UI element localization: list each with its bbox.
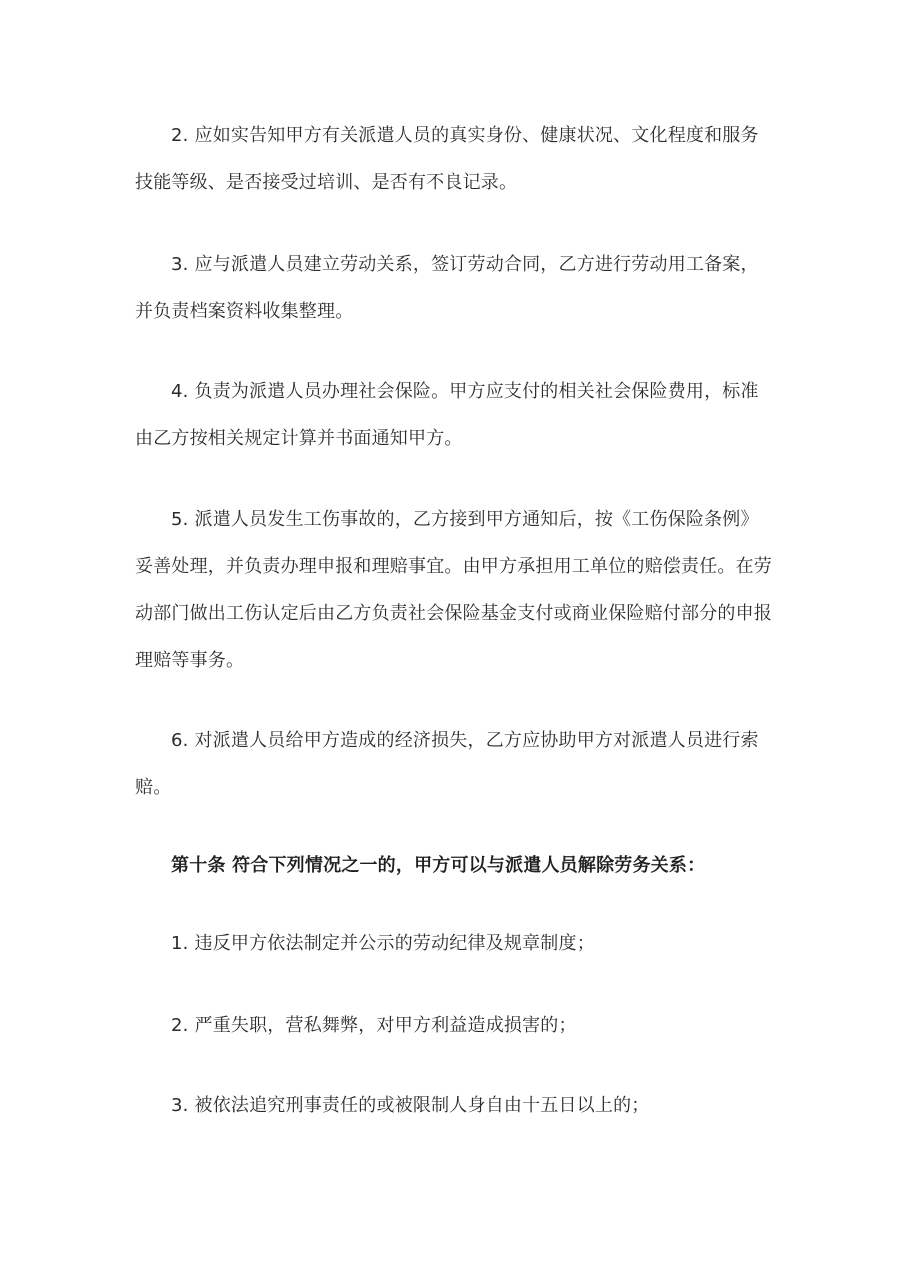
paragraph-item-4: 4. 负责为派遣人员办理社会保险。甲方应支付的相关社会保险费用，标准由乙方按相关规定计算并书面通知甲方。 — [135, 381, 759, 449]
paragraph-item-3: 3. 应与派遣人员建立劳动关系，签订劳动合同，乙方进行劳动用工备案，并负责档案资料收集整理。 — [135, 254, 759, 322]
article-item-1: 1. 违反甲方依法制定并公示的劳动纪律及规章制度； — [171, 933, 595, 954]
article-heading: 第十条 符合下列情况之一的，甲方可以与派遣人员解除劳务关系： — [171, 855, 706, 876]
paragraph-item-6: 6. 对派遣人员给甲方造成的经济损失，乙方应协助甲方对派遣人员进行索赔。 — [135, 730, 759, 798]
article-item-2: 2. 严重失职，营私舞弊，对甲方利益造成损害的； — [171, 1015, 577, 1036]
paragraph-item-2: 2. 应如实告知甲方有关派遣人员的真实身份、健康状况、文化程度和服务技能等级、是否接受过培训、是否有不良记录。 — [135, 125, 759, 193]
article-item-3: 3. 被依法追究刑事责任的或被限制人身自由十五日以上的； — [171, 1095, 650, 1116]
paragraph-item-5: 5. 派遣人员发生工伤事故的，乙方接到甲方通知后，按《工伤保险条例》妥善处理，并负责办理申报和理赔事宜。由甲方承担用工单位的赔偿责任。在劳动部门做出工伤认定后由乙方负责社会保险基金支付或商业保险赔付部分的申报理赔等事务。 — [135, 509, 772, 671]
